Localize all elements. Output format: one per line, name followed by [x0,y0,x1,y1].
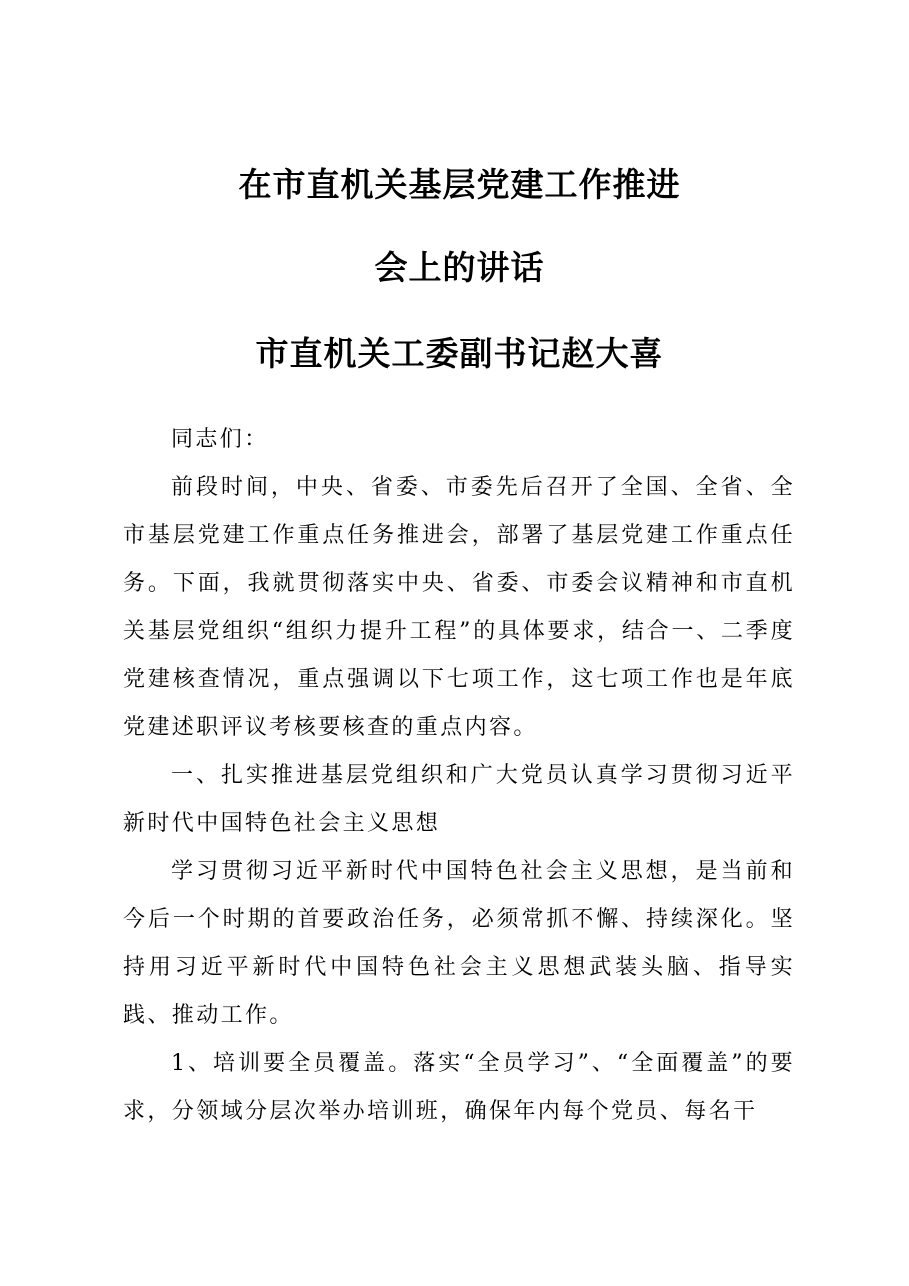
item-1-paragraph: 1、培训要全员覆盖。落实“全员学习”、“全面覆盖”的要求，分领域分层次举办培训班，确保年内每个党员、每名干 [123,1051,795,1124]
title-line-1: 在市直机关基层党建工作推进 [238,165,681,204]
section-heading-1: 一、扎实推进基层党组织和广大党员认真学习贯彻习近平新时代中国特色社会主义思想 [123,763,795,836]
intro-paragraph: 前段时间，中央、省委、市委先后召开了全国、全省、全市基层党建工作重点任务推进会，部署了基层党建工作重点任务。下面，我就贯彻落实中央、省委、市委会议精神和市直机关基层党组织“组织力提升工程”的具体要求，结合一、二季度党建核查情况，重点强调以下七项工作，这七项工作也是年底党建述职评议考核要核查的重点内容。 [123,475,795,740]
greeting-paragraph: 同志们： [171,427,269,452]
speaker-line: 市直机关工委副书记赵大喜 [255,334,664,373]
title-line-2: 会上的讲话 [374,248,545,287]
study-paragraph: 学习贯彻习近平新时代中国特色社会主义思想，是当前和今后一个时期的首要政治任务，必须常抓不懈、持续深化。坚持用习近平新时代中国特色社会主义思想武装头脑、指导实践、推动工作。 [123,859,795,1028]
